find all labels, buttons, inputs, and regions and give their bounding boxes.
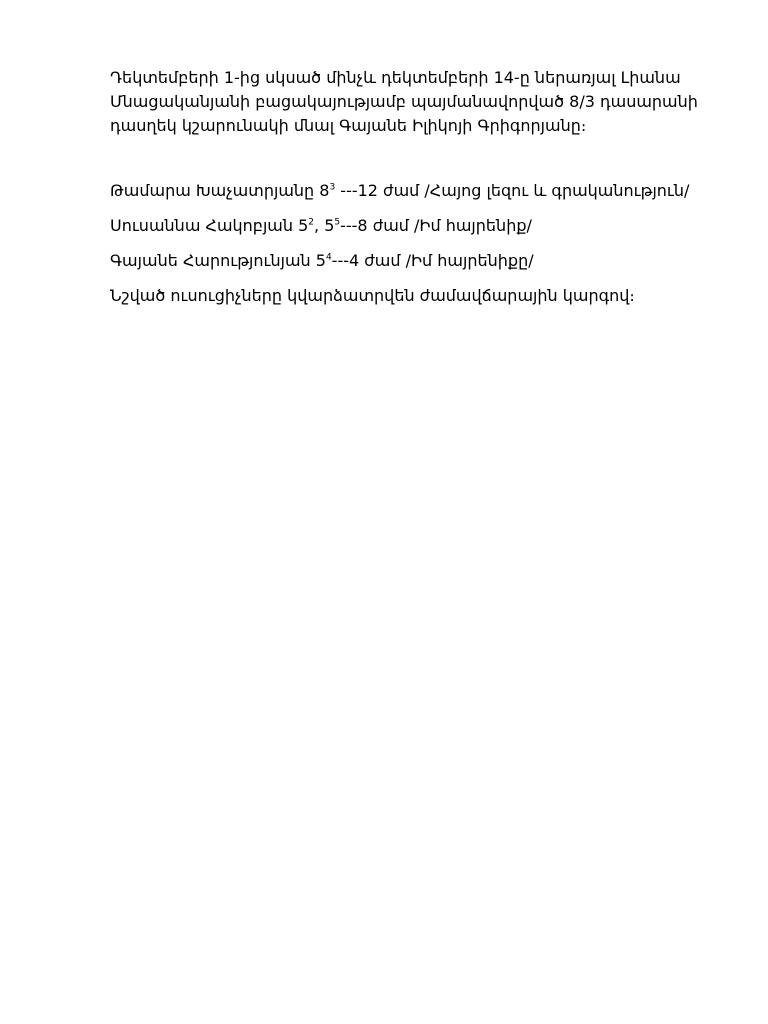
document-page (110, 66, 730, 319)
entry-text: , 5 (314, 216, 335, 235)
closing-paragraph: Նշված ուսուցիչները կվարձատրվեն ժամավճարային կարգով։ (110, 286, 635, 305)
entry-text: ---4 ժամ /Իմ հայրենիքը/ (331, 251, 534, 270)
teacher-entry-2 (110, 214, 730, 238)
intro-paragraph: Դեկտեմբերի 1-ից սկսած մինչև դեկտեմբերի 14-ը ներառյալ Լիանա Մնացականյանի բացակայությամբ պայմանավորված 8/3 դասարանի դասղեկ կշարունակի մնալ Գայանե Իլիկոյի Գրիգորյանը։ (110, 68, 698, 135)
entry-text: Գայանե Հարությունյան 5 (110, 251, 326, 270)
entry-text: Թամարա Խաչատրյանը 8 (110, 181, 330, 200)
entry-superscript: 3 (329, 182, 336, 193)
teacher-entry-3 (110, 249, 730, 273)
entry-text: ---8 ժամ /Իմ հայրենիք/ (340, 216, 532, 235)
entry-superscript: 4 (325, 252, 332, 263)
entry-text: Սուսաննա Հակոբյան 5 (110, 216, 309, 235)
entry-text: ---12 ժամ /Հայոց լեզու և գրականություն/ (335, 181, 690, 200)
teacher-list (110, 179, 730, 308)
entry-superscript: 5 (334, 217, 341, 228)
teacher-entry-1 (110, 179, 730, 203)
entry-superscript: 2 (308, 217, 315, 228)
